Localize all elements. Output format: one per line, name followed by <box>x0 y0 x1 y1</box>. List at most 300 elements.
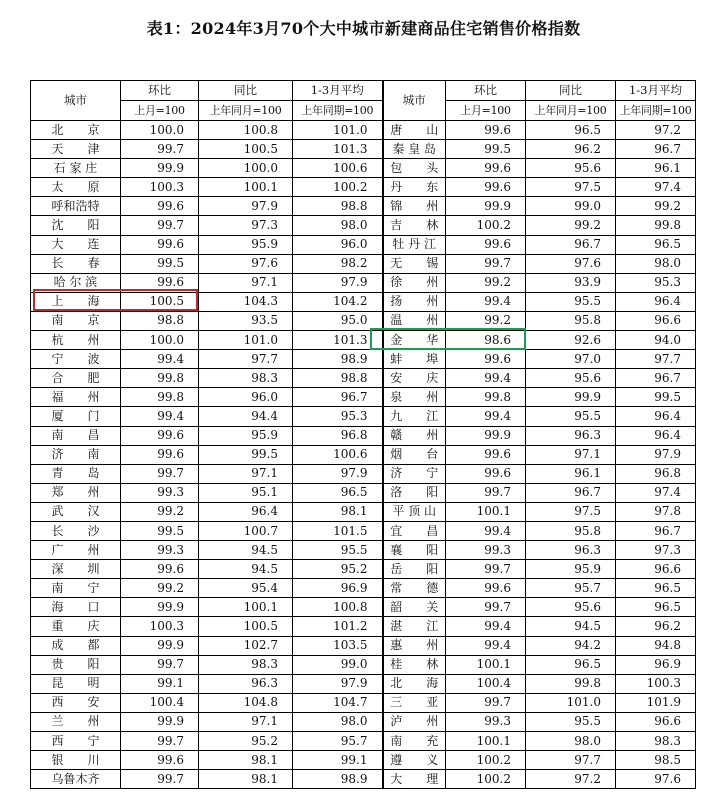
left-mom-cell: 99.8 <box>121 388 199 407</box>
left-avg-cell: 97.9 <box>293 674 383 693</box>
right-yoy-cell: 96.5 <box>526 655 616 674</box>
header-avg-right: 1-3月平均 <box>616 81 696 101</box>
right-yoy-cell: 98.0 <box>526 732 616 751</box>
table-row <box>31 311 696 330</box>
right-mom-cell: 99.6 <box>446 121 526 140</box>
left-mom-cell: 99.2 <box>121 579 199 598</box>
right-avg-cell: 97.4 <box>616 483 696 502</box>
table-row <box>31 159 696 178</box>
right-yoy-cell: 96.3 <box>526 426 616 445</box>
left-yoy-cell: 97.6 <box>199 254 293 273</box>
left-yoy-cell: 100.1 <box>199 598 293 617</box>
left-avg-cell: 98.8 <box>293 369 383 388</box>
left-avg-cell: 101.0 <box>293 121 383 140</box>
left-mom-cell: 99.3 <box>121 541 199 560</box>
right-avg-cell: 96.7 <box>616 369 696 388</box>
right-avg-cell: 98.3 <box>616 732 696 751</box>
right-yoy-cell: 97.7 <box>526 751 616 770</box>
left-avg-cell: 96.5 <box>293 483 383 502</box>
right-city-cell: 三 亚 <box>383 693 446 712</box>
right-yoy-cell: 95.5 <box>526 712 616 731</box>
table-row <box>31 235 696 254</box>
right-yoy-cell: 95.8 <box>526 521 616 540</box>
left-city-cell: 长 沙 <box>31 521 121 540</box>
table-row <box>31 598 696 617</box>
right-yoy-cell: 97.0 <box>526 350 616 369</box>
table-row <box>31 331 696 350</box>
right-avg-cell: 96.4 <box>616 426 696 445</box>
left-avg-cell: 98.0 <box>293 216 383 235</box>
left-city-cell: 厦 门 <box>31 407 121 426</box>
table-row <box>31 502 696 521</box>
left-mom-cell: 99.5 <box>121 521 199 540</box>
subheader-avg-right: 上年同期=100 <box>616 101 696 121</box>
left-city-cell: 乌鲁木齐 <box>31 770 121 789</box>
right-mom-cell: 100.2 <box>446 216 526 235</box>
left-yoy-cell: 100.7 <box>199 521 293 540</box>
left-yoy-cell: 95.9 <box>199 235 293 254</box>
left-avg-cell: 104.7 <box>293 693 383 712</box>
left-city-cell: 昆 明 <box>31 674 121 693</box>
table-row <box>31 770 696 789</box>
left-avg-cell: 98.9 <box>293 770 383 789</box>
left-avg-cell: 98.0 <box>293 712 383 731</box>
left-yoy-cell: 98.1 <box>199 770 293 789</box>
subheader-yoy-left: 上年同月=100 <box>199 101 293 121</box>
right-avg-cell: 96.5 <box>616 235 696 254</box>
header-yoy-right: 同比 <box>526 81 616 101</box>
right-yoy-cell: 99.0 <box>526 197 616 216</box>
right-mom-cell: 99.4 <box>446 636 526 655</box>
left-mom-cell: 99.6 <box>121 445 199 464</box>
right-yoy-cell: 93.9 <box>526 273 616 292</box>
header-city-left: 城市 <box>31 81 121 121</box>
right-yoy-cell: 95.7 <box>526 579 616 598</box>
table-row <box>31 636 696 655</box>
right-yoy-cell: 99.8 <box>526 674 616 693</box>
subheader-avg-left: 上年同期=100 <box>293 101 383 121</box>
left-mom-cell: 99.7 <box>121 655 199 674</box>
left-city-cell: 北 京 <box>31 121 121 140</box>
right-city-cell: 包 头 <box>383 159 446 178</box>
right-avg-cell: 99.5 <box>616 388 696 407</box>
right-mom-cell: 100.4 <box>446 674 526 693</box>
right-city-cell: 南 充 <box>383 732 446 751</box>
left-avg-cell: 98.2 <box>293 254 383 273</box>
left-avg-cell: 101.3 <box>293 140 383 159</box>
right-mom-cell: 99.7 <box>446 693 526 712</box>
left-city-cell: 西 安 <box>31 693 121 712</box>
header-yoy-left: 同比 <box>199 81 293 101</box>
right-mom-cell: 99.4 <box>446 521 526 540</box>
right-mom-cell: 99.7 <box>446 254 526 273</box>
left-yoy-cell: 97.9 <box>199 197 293 216</box>
left-mom-cell: 100.4 <box>121 693 199 712</box>
left-yoy-cell: 93.5 <box>199 311 293 330</box>
table-row <box>31 579 696 598</box>
right-city-cell: 温 州 <box>383 311 446 330</box>
right-yoy-cell: 94.2 <box>526 636 616 655</box>
right-yoy-cell: 95.5 <box>526 292 616 311</box>
left-mom-cell: 99.9 <box>121 598 199 617</box>
right-yoy-cell: 95.6 <box>526 598 616 617</box>
left-city-cell: 长 春 <box>31 254 121 273</box>
right-city-cell: 宜 昌 <box>383 521 446 540</box>
left-mom-cell: 99.7 <box>121 464 199 483</box>
left-mom-cell: 99.6 <box>121 560 199 579</box>
left-city-cell: 福 州 <box>31 388 121 407</box>
right-mom-cell: 99.6 <box>446 445 526 464</box>
right-city-cell: 桂 林 <box>383 655 446 674</box>
left-city-cell: 海 口 <box>31 598 121 617</box>
left-yoy-cell: 95.4 <box>199 579 293 598</box>
subheader-yoy-right: 上年同月=100 <box>526 101 616 121</box>
left-city-cell: 贵 阳 <box>31 655 121 674</box>
right-city-cell: 烟 台 <box>383 445 446 464</box>
right-city-cell: 徐 州 <box>383 273 446 292</box>
right-avg-cell: 96.6 <box>616 712 696 731</box>
right-mom-cell: 99.2 <box>446 311 526 330</box>
table-row <box>31 674 696 693</box>
left-mom-cell: 100.3 <box>121 617 199 636</box>
right-city-cell: 无 锡 <box>383 254 446 273</box>
right-mom-cell: 99.7 <box>446 560 526 579</box>
left-yoy-cell: 100.0 <box>199 159 293 178</box>
left-mom-cell: 99.6 <box>121 197 199 216</box>
right-yoy-cell: 95.6 <box>526 159 616 178</box>
right-yoy-cell: 97.2 <box>526 770 616 789</box>
left-avg-cell: 100.2 <box>293 178 383 197</box>
table-row <box>31 273 696 292</box>
right-mom-cell: 100.1 <box>446 502 526 521</box>
right-yoy-cell: 92.6 <box>526 331 616 350</box>
left-city-cell: 银 川 <box>31 751 121 770</box>
table-body <box>31 121 696 789</box>
left-mom-cell: 99.7 <box>121 216 199 235</box>
right-city-cell: 湛 江 <box>383 617 446 636</box>
right-city-cell: 惠 州 <box>383 636 446 655</box>
right-city-cell: 韶 关 <box>383 598 446 617</box>
right-avg-cell: 96.7 <box>616 521 696 540</box>
right-mom-cell: 100.1 <box>446 655 526 674</box>
left-avg-cell: 95.2 <box>293 560 383 579</box>
left-avg-cell: 101.3 <box>293 331 383 350</box>
table-row <box>31 350 696 369</box>
table-row <box>31 541 696 560</box>
right-mom-cell: 99.4 <box>446 369 526 388</box>
left-avg-cell: 99.1 <box>293 751 383 770</box>
left-city-cell: 西 宁 <box>31 732 121 751</box>
right-avg-cell: 97.8 <box>616 502 696 521</box>
right-avg-cell: 99.2 <box>616 197 696 216</box>
table-row <box>31 197 696 216</box>
right-avg-cell: 96.4 <box>616 292 696 311</box>
right-mom-cell: 99.9 <box>446 426 526 445</box>
right-avg-cell: 97.4 <box>616 178 696 197</box>
right-city-cell: 大 理 <box>383 770 446 789</box>
left-city-cell: 郑 州 <box>31 483 121 502</box>
left-avg-cell: 101.2 <box>293 617 383 636</box>
left-yoy-cell: 104.3 <box>199 292 293 311</box>
right-mom-cell: 99.4 <box>446 292 526 311</box>
left-avg-cell: 95.0 <box>293 311 383 330</box>
left-avg-cell: 98.8 <box>293 197 383 216</box>
right-city-cell: 洛 阳 <box>383 483 446 502</box>
right-mom-cell: 99.4 <box>446 407 526 426</box>
left-city-cell: 青 岛 <box>31 464 121 483</box>
subheader-mom-right: 上月=100 <box>446 101 526 121</box>
table-row <box>31 751 696 770</box>
left-yoy-cell: 96.4 <box>199 502 293 521</box>
right-city-cell: 蚌 埠 <box>383 350 446 369</box>
left-yoy-cell: 94.4 <box>199 407 293 426</box>
left-avg-cell: 97.9 <box>293 273 383 292</box>
left-city-cell: 大 连 <box>31 235 121 254</box>
left-avg-cell: 95.3 <box>293 407 383 426</box>
left-mom-cell: 99.6 <box>121 273 199 292</box>
right-yoy-cell: 95.9 <box>526 560 616 579</box>
right-avg-cell: 96.5 <box>616 598 696 617</box>
right-yoy-cell: 101.0 <box>526 693 616 712</box>
right-city-cell: 秦 皇 岛 <box>383 140 446 159</box>
left-yoy-cell: 104.8 <box>199 693 293 712</box>
right-city-cell: 北 海 <box>383 674 446 693</box>
right-avg-cell: 96.2 <box>616 617 696 636</box>
right-city-cell: 常 德 <box>383 579 446 598</box>
right-city-cell: 丹 东 <box>383 178 446 197</box>
right-mom-cell: 99.7 <box>446 598 526 617</box>
left-avg-cell: 104.2 <box>293 292 383 311</box>
left-city-cell: 石 家 庄 <box>31 159 121 178</box>
right-avg-cell: 96.8 <box>616 464 696 483</box>
left-yoy-cell: 101.0 <box>199 331 293 350</box>
table-row <box>31 655 696 674</box>
right-city-cell: 岳 阳 <box>383 560 446 579</box>
left-avg-cell: 95.5 <box>293 541 383 560</box>
left-avg-cell: 97.9 <box>293 464 383 483</box>
subheader-mom-left: 上月=100 <box>121 101 199 121</box>
table-row <box>31 216 696 235</box>
right-yoy-cell: 94.5 <box>526 617 616 636</box>
left-avg-cell: 96.0 <box>293 235 383 254</box>
right-mom-cell: 99.5 <box>446 140 526 159</box>
right-mom-cell: 99.7 <box>446 483 526 502</box>
right-yoy-cell: 95.5 <box>526 407 616 426</box>
left-yoy-cell: 100.5 <box>199 617 293 636</box>
left-yoy-cell: 94.5 <box>199 541 293 560</box>
right-avg-cell: 98.0 <box>616 254 696 273</box>
left-avg-cell: 99.0 <box>293 655 383 674</box>
right-yoy-cell: 95.8 <box>526 311 616 330</box>
right-yoy-cell: 97.5 <box>526 502 616 521</box>
left-avg-cell: 98.1 <box>293 502 383 521</box>
right-yoy-cell: 96.3 <box>526 541 616 560</box>
right-avg-cell: 97.2 <box>616 121 696 140</box>
left-avg-cell: 100.6 <box>293 159 383 178</box>
left-mom-cell: 99.8 <box>121 369 199 388</box>
right-yoy-cell: 96.7 <box>526 483 616 502</box>
left-yoy-cell: 94.5 <box>199 560 293 579</box>
left-city-cell: 成 都 <box>31 636 121 655</box>
table-row <box>31 712 696 731</box>
left-yoy-cell: 95.1 <box>199 483 293 502</box>
left-city-cell: 太 原 <box>31 178 121 197</box>
left-yoy-cell: 98.1 <box>199 751 293 770</box>
left-avg-cell: 96.9 <box>293 579 383 598</box>
left-city-cell: 广 州 <box>31 541 121 560</box>
left-mom-cell: 100.3 <box>121 178 199 197</box>
right-mom-cell: 99.6 <box>446 178 526 197</box>
right-mom-cell: 98.6 <box>446 331 526 350</box>
left-avg-cell: 96.8 <box>293 426 383 445</box>
table-row <box>31 407 696 426</box>
left-city-cell: 兰 州 <box>31 712 121 731</box>
table-row <box>31 388 696 407</box>
table-title: 表1：2024年3月70个大中城市新建商品住宅销售价格指数 <box>146 19 581 38</box>
right-mom-cell: 99.6 <box>446 350 526 369</box>
left-yoy-cell: 102.7 <box>199 636 293 655</box>
table-row <box>31 732 696 751</box>
left-city-cell: 南 京 <box>31 311 121 330</box>
left-city-cell: 合 肥 <box>31 369 121 388</box>
right-mom-cell: 99.3 <box>446 541 526 560</box>
left-mom-cell: 99.7 <box>121 140 199 159</box>
right-avg-cell: 95.3 <box>616 273 696 292</box>
table-row <box>31 521 696 540</box>
right-mom-cell: 99.9 <box>446 197 526 216</box>
left-mom-cell: 100.0 <box>121 331 199 350</box>
right-avg-cell: 96.9 <box>616 655 696 674</box>
left-mom-cell: 99.7 <box>121 770 199 789</box>
table-row <box>31 483 696 502</box>
left-mom-cell: 100.0 <box>121 121 199 140</box>
left-city-cell: 杭 州 <box>31 331 121 350</box>
right-yoy-cell: 99.9 <box>526 388 616 407</box>
left-city-cell: 哈 尔 滨 <box>31 273 121 292</box>
left-yoy-cell: 96.3 <box>199 674 293 693</box>
right-yoy-cell: 99.2 <box>526 216 616 235</box>
right-mom-cell: 100.2 <box>446 751 526 770</box>
right-yoy-cell: 97.1 <box>526 445 616 464</box>
left-mom-cell: 99.9 <box>121 159 199 178</box>
left-avg-cell: 95.7 <box>293 732 383 751</box>
right-yoy-cell: 95.6 <box>526 369 616 388</box>
right-avg-cell: 96.6 <box>616 560 696 579</box>
left-yoy-cell: 97.7 <box>199 350 293 369</box>
left-yoy-cell: 100.8 <box>199 121 293 140</box>
right-city-cell: 吉 林 <box>383 216 446 235</box>
right-city-cell: 牡 丹 江 <box>383 235 446 254</box>
left-mom-cell: 99.4 <box>121 350 199 369</box>
left-city-cell: 武 汉 <box>31 502 121 521</box>
right-avg-cell: 96.1 <box>616 159 696 178</box>
right-avg-cell: 96.5 <box>616 579 696 598</box>
right-avg-cell: 96.4 <box>616 407 696 426</box>
left-yoy-cell: 98.3 <box>199 655 293 674</box>
right-city-cell: 金 华 <box>383 331 446 350</box>
table-row <box>31 292 696 311</box>
left-mom-cell: 100.5 <box>121 292 199 311</box>
right-city-cell: 泸 州 <box>383 712 446 731</box>
left-city-cell: 深 圳 <box>31 560 121 579</box>
right-yoy-cell: 97.6 <box>526 254 616 273</box>
left-mom-cell: 99.9 <box>121 636 199 655</box>
right-mom-cell: 100.1 <box>446 732 526 751</box>
right-avg-cell: 96.6 <box>616 311 696 330</box>
right-avg-cell: 97.3 <box>616 541 696 560</box>
left-mom-cell: 99.6 <box>121 426 199 445</box>
table-row <box>31 464 696 483</box>
right-city-cell: 九 江 <box>383 407 446 426</box>
left-city-cell: 济 南 <box>31 445 121 464</box>
right-avg-cell: 94.0 <box>616 331 696 350</box>
right-yoy-cell: 96.1 <box>526 464 616 483</box>
left-mom-cell: 99.5 <box>121 254 199 273</box>
left-yoy-cell: 99.5 <box>199 445 293 464</box>
table-row <box>31 369 696 388</box>
right-yoy-cell: 96.5 <box>526 121 616 140</box>
table-row <box>31 617 696 636</box>
left-yoy-cell: 97.1 <box>199 464 293 483</box>
right-city-cell: 济 宁 <box>383 464 446 483</box>
right-mom-cell: 100.2 <box>446 770 526 789</box>
left-mom-cell: 99.1 <box>121 674 199 693</box>
table-row <box>31 560 696 579</box>
left-yoy-cell: 100.5 <box>199 140 293 159</box>
right-city-cell: 锦 州 <box>383 197 446 216</box>
right-city-cell: 唐 山 <box>383 121 446 140</box>
left-mom-cell: 98.8 <box>121 311 199 330</box>
right-mom-cell: 99.6 <box>446 235 526 254</box>
header-mom-left: 环比 <box>121 81 199 101</box>
right-city-cell: 襄 阳 <box>383 541 446 560</box>
right-city-cell: 安 庆 <box>383 369 446 388</box>
left-city-cell: 宁 波 <box>31 350 121 369</box>
left-yoy-cell: 97.3 <box>199 216 293 235</box>
left-yoy-cell: 97.1 <box>199 712 293 731</box>
left-yoy-cell: 95.9 <box>199 426 293 445</box>
left-mom-cell: 99.4 <box>121 407 199 426</box>
right-mom-cell: 99.3 <box>446 712 526 731</box>
left-city-cell: 南 昌 <box>31 426 121 445</box>
left-mom-cell: 99.7 <box>121 732 199 751</box>
right-avg-cell: 99.8 <box>616 216 696 235</box>
right-city-cell: 遵 义 <box>383 751 446 770</box>
right-mom-cell: 99.6 <box>446 579 526 598</box>
left-avg-cell: 96.7 <box>293 388 383 407</box>
left-mom-cell: 99.2 <box>121 502 199 521</box>
right-city-cell: 扬 州 <box>383 292 446 311</box>
header-city-right: 城市 <box>383 81 446 121</box>
table-row <box>31 140 696 159</box>
right-avg-cell: 98.5 <box>616 751 696 770</box>
left-yoy-cell: 100.1 <box>199 178 293 197</box>
left-yoy-cell: 97.1 <box>199 273 293 292</box>
table-row <box>31 254 696 273</box>
left-avg-cell: 103.5 <box>293 636 383 655</box>
left-city-cell: 南 宁 <box>31 579 121 598</box>
header-avg-left: 1-3月平均 <box>293 81 383 101</box>
right-yoy-cell: 96.2 <box>526 140 616 159</box>
table-row <box>31 445 696 464</box>
left-city-cell: 重 庆 <box>31 617 121 636</box>
right-avg-cell: 94.8 <box>616 636 696 655</box>
table-row <box>31 693 696 712</box>
left-mom-cell: 99.9 <box>121 712 199 731</box>
right-avg-cell: 97.7 <box>616 350 696 369</box>
right-mom-cell: 99.8 <box>446 388 526 407</box>
right-city-cell: 泉 州 <box>383 388 446 407</box>
